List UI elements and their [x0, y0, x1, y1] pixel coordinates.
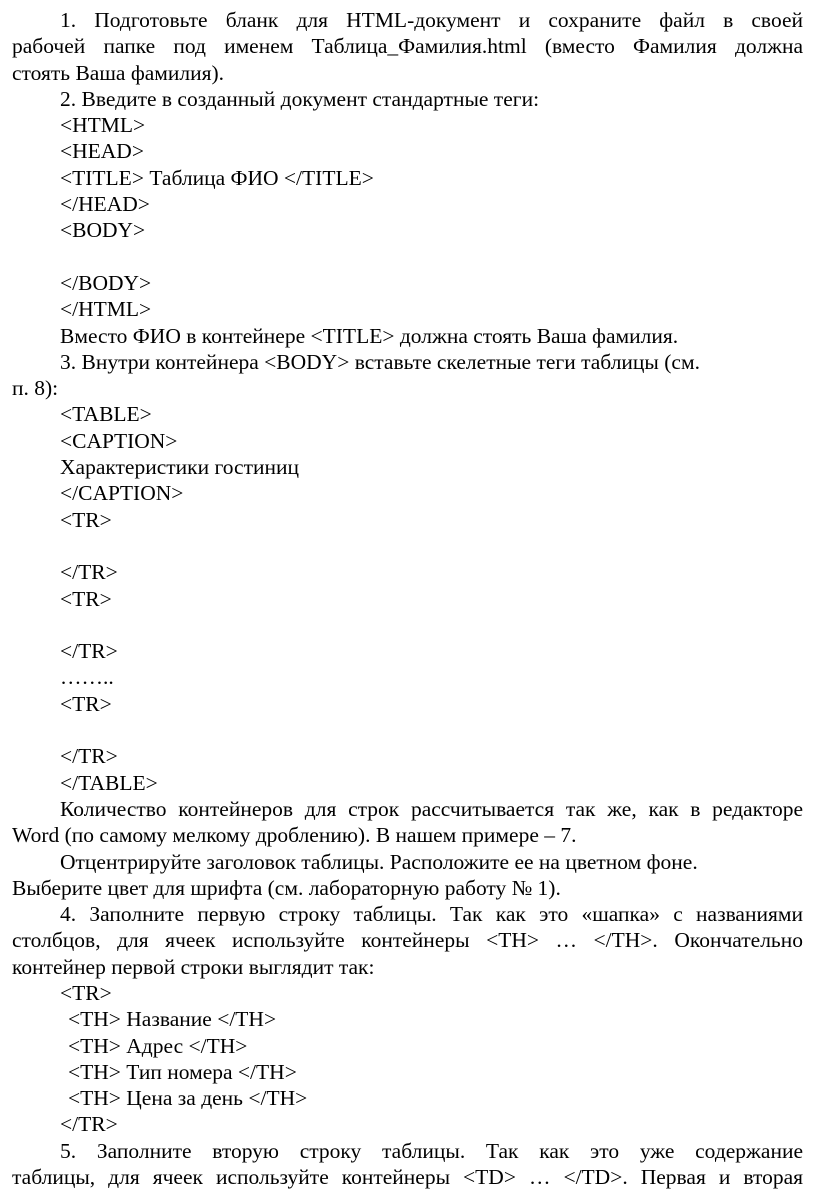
step-5-text: таблицы, для ячеек используйте контейнеры <TD> … </TD>. Первая и вторая — [12, 1165, 803, 1190]
code-line: <TR> — [60, 507, 112, 532]
code-line: <TR> — [60, 586, 112, 611]
code-line: </CAPTION> — [60, 481, 184, 506]
note-text: Отцентрируйте заголовок таблицы. Расположите ее на цветном фоне. — [60, 849, 698, 874]
step-2-text: 2. Введите в созданный документ стандартные теги: — [60, 86, 540, 111]
step-1-text: стоять Ваша фамилия). — [12, 60, 225, 85]
code-line: </HEAD> — [60, 192, 150, 217]
step-1-text: 1. Подготовьте бланк для HTML-документ и сохраните файл в своей — [60, 8, 803, 32]
code-line: <TABLE> — [60, 402, 152, 427]
blank-line — [12, 244, 803, 270]
code-line: </HTML> — [60, 297, 152, 322]
blank-line — [12, 612, 803, 638]
step-3-text: п. 8): — [12, 376, 59, 401]
code-line: <TH> Цена за день </TH> — [68, 1086, 308, 1111]
code-line: Характеристики гостиниц — [60, 455, 300, 480]
step-1-text: рабочей папке под именем Таблица_Фамилия.html (вместо Фамилия должна — [12, 34, 803, 59]
code-line: <TR> — [60, 691, 112, 716]
code-line: </TR> — [60, 639, 118, 664]
code-line: <TR> — [60, 980, 112, 1005]
code-line: <HEAD> — [60, 139, 144, 164]
note-text: Выберите цвет для шрифта (см. лабораторную работу № 1). — [12, 875, 561, 900]
step-4-text: столбцов, для ячеек используйте контейнеры <TH> … </TH>. Окончательно — [12, 928, 803, 953]
code-line: </TABLE> — [60, 770, 158, 795]
note-text: Вместо ФИО в контейнере <TITLE> должна стоять Ваша фамилия. — [60, 323, 679, 348]
code-line: <BODY> — [60, 218, 146, 243]
note-text: Word (по самому мелкому дроблению). В нашем примере – 7. — [12, 823, 577, 848]
code-line: <HTML> — [60, 113, 146, 138]
code-line: </TR> — [60, 560, 118, 585]
blank-line — [12, 717, 803, 743]
code-line: …….. — [60, 665, 114, 690]
code-line: <TH> Название </TH> — [68, 1007, 277, 1032]
code-line: <TH> Адрес </TH> — [68, 1033, 248, 1058]
blank-line — [12, 533, 803, 559]
code-line: </TR> — [60, 744, 118, 769]
code-line: <CAPTION> — [60, 428, 178, 453]
note-text: Количество контейнеров для строк рассчитывается так же, как в редакторе — [60, 796, 803, 821]
code-line: <TH> Тип номера </TH> — [68, 1059, 297, 1084]
step-4-text: 4. Заполните первую строку таблицы. Так как это «шапка» с названиями — [60, 902, 803, 927]
code-line: </BODY> — [60, 270, 152, 295]
code-line: </TR> — [60, 1112, 118, 1137]
step-4-text: контейнер первой строки выглядит так: — [12, 954, 375, 979]
step-3-text: 3. Внутри контейнера <BODY> вставьте скелетные теги таблицы (см. — [60, 349, 700, 374]
document-page — [12, 7, 803, 1190]
step-5-text: 5. Заполните вторую строку таблицы. Так как это уже содержание — [60, 1138, 803, 1163]
code-line: <TITLE> Таблица ФИО </TITLE> — [60, 165, 374, 190]
